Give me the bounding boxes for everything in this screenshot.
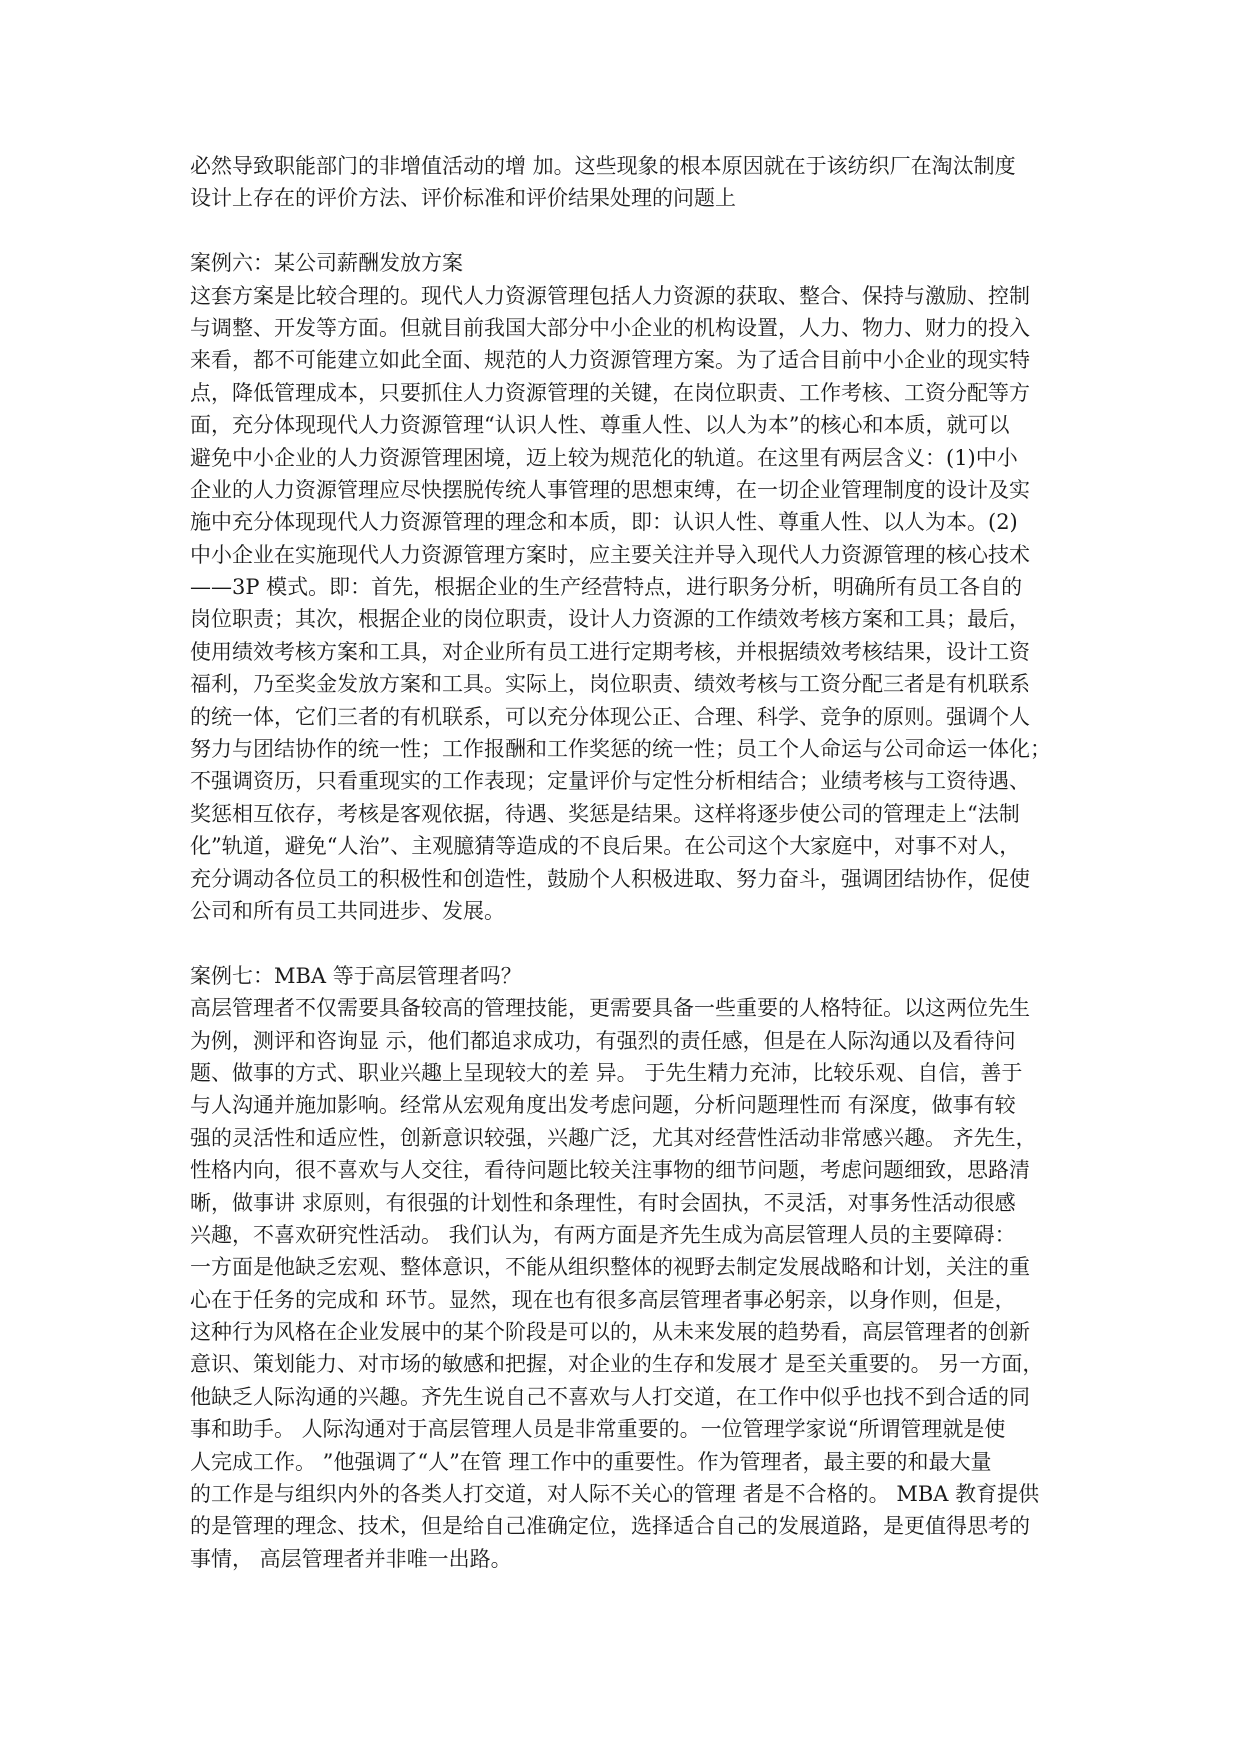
text-line: 强的灵活性和适应性，创新意识较强，兴趣广泛，尤其对经营性活动非常感兴趣。 齐先生， bbox=[190, 1125, 1037, 1150]
text-line: 不强调资历，只看重现实的工作表现；定量评价与定性分析相结合；业绩考核与工资待遇、 bbox=[190, 769, 1030, 794]
text-line: 福利，乃至奖金发放方案和工具。实际上，岗位职责、绩效考核与工资分配三者是有机联系 bbox=[190, 672, 1030, 697]
text-line: 点，降低管理成本，只要抓住人力资源管理的关键，在岗位职责、工作考核、工资分配等方 bbox=[190, 380, 1030, 405]
text-line: 使用绩效考核方案和工具，对企业所有员工进行定期考核，并根据绩效考核结果，设计工资 bbox=[190, 639, 1030, 664]
text-line: 设计上存在的评价方法、评价标准和评价结果处理的问题上 bbox=[190, 186, 736, 211]
text-line: 公司和所有员工共同进步、发展。 bbox=[190, 898, 505, 923]
text-line: 他缺乏人际沟通的兴趣。齐先生说自己不喜欢与人打交道，在工作中似乎也找不到合适的同 bbox=[190, 1384, 1030, 1409]
text-line: 努力与团结协作的统一性；工作报酬和工作奖惩的统一性；员工个人命运与公司命运一体化； bbox=[190, 737, 1051, 762]
text-line: 来看，都不可能建立如此全面、规范的人力资源管理方案。为了适合目前中小企业的现实特 bbox=[190, 348, 1030, 373]
text-line: 的统一体，它们三者的有机联系，可以充分体现公正、合理、科学、竞争的原则。强调个人 bbox=[190, 704, 1030, 729]
text-line: 为例，测评和咨询显 示，他们都追求成功，有强烈的责任感，但是在人际沟通以及看待问 bbox=[190, 1028, 1016, 1053]
text-line: 必然导致职能部门的非增值活动的增 加。这些现象的根本原因就在于该纺织厂在淘汰制度 bbox=[190, 154, 1016, 178]
text-line: 兴趣，不喜欢研究性活动。 我们认为，有两方面是齐先生成为高层管理人员的主要障碍： bbox=[190, 1222, 1016, 1247]
case6-section bbox=[190, 247, 1052, 927]
text-line: 面，充分体现现代人力资源管理“认识人性、尊重人性、以人为本”的核心和本质，就可以 bbox=[190, 413, 1010, 438]
text-line: 充分调动各位员工的积极性和创造性，鼓励个人积极进取、努力奋斗，强调团结协作，促使 bbox=[190, 866, 1030, 891]
intro-paragraph bbox=[190, 150, 1052, 215]
text-line: 晰，做事讲 求原则，有很强的计划性和条理性，有时会固执，不灵活，对事务性活动很感 bbox=[190, 1190, 1016, 1215]
text-line: 题、做事的方式、职业兴趣上呈现较大的差 异。 于先生精力充沛，比较乐观、自信，善于 bbox=[190, 1060, 1023, 1085]
case6-heading: 案例六：某公司薪酬发放方案 bbox=[190, 251, 463, 276]
text-line: 人完成工作。 ”他强调了“人”在管 理工作中的重要性。作为管理者，最主要的和最大量 bbox=[190, 1449, 992, 1474]
text-line: 中小企业在实施现代人力资源管理方案时，应主要关注并导入现代人力资源管理的核心技术 bbox=[190, 542, 1030, 567]
text-line: 一方面是他缺乏宏观、整体意识，不能从组织整体的视野去制定发展战略和计划，关注的重 bbox=[190, 1255, 1030, 1280]
text-line: 这套方案是比较合理的。现代人力资源管理包括人力资源的获取、整合、保持与激励、控制 bbox=[190, 283, 1030, 308]
text-line: 与调整、开发等方面。但就目前我国大部分中小企业的机构设置，人力、物力、财力的投入 bbox=[190, 315, 1030, 340]
case7-heading: 案例七：MBA 等于高层管理者吗？ bbox=[190, 963, 522, 988]
paragraph-gap bbox=[190, 927, 1052, 959]
text-line: 施中充分体现现代人力资源管理的理念和本质，即：认识人性、尊重人性、以人为本。(2) bbox=[190, 510, 1018, 535]
paragraph-gap bbox=[190, 215, 1052, 247]
text-line: 与人沟通并施加影响。经常从宏观角度出发考虑问题，分析问题理性而 有深度，做事有较 bbox=[190, 1093, 1016, 1118]
case7-section bbox=[190, 960, 1052, 1575]
text-line: 岗位职责；其次，根据企业的岗位职责，设计人力资源的工作绩效考核方案和工具；最后， bbox=[190, 607, 1030, 632]
text-line: 避免中小企业的人力资源管理困境，迈上较为规范化的轨道。在这里有两层含义：(1)中小 bbox=[190, 445, 1018, 470]
text-line: 企业的人力资源管理应尽快摆脱传统人事管理的思想束缚，在一切企业管理制度的设计及实 bbox=[190, 477, 1030, 502]
text-line: 事情， 高层管理者并非唯一出路。 bbox=[190, 1546, 512, 1571]
text-line: 事和助手。 人际沟通对于高层管理人员是非常重要的。一位管理学家说“所谓管理就是使 bbox=[190, 1417, 1006, 1442]
text-line: 这种行为风格在企业发展中的某个阶段是可以的，从未来发展的趋势看，高层管理者的创新 bbox=[190, 1320, 1030, 1345]
document-page bbox=[190, 150, 1052, 1575]
text-line: 的工作是与组织内外的各类人打交道，对人际不关心的管理 者是不合格的。 MBA 教育提供 bbox=[190, 1482, 1040, 1507]
text-line: 的是管理的理念、技术，但是给自己准确定位，选择适合自己的发展道路，是更值得思考的 bbox=[190, 1514, 1030, 1539]
text-line: 心在于任务的完成和 环节。显然，现在也有很多高层管理者事必躬亲，以身作则，但是， bbox=[190, 1287, 1016, 1312]
text-line: 奖惩相互依存，考核是客观依据，待遇、奖惩是结果。这样将逐步使公司的管理走上“法制 bbox=[190, 801, 1020, 826]
text-line: 性格内向，很不喜欢与人交往，看待问题比较关注事物的细节问题，考虑问题细致，思路清 bbox=[190, 1158, 1030, 1183]
text-line: ——3P 模式。即：首先，根据企业的生产经营特点，进行职务分析，明确所有员工各自的 bbox=[190, 575, 1023, 600]
text-line: 化”轨道，避免“人治”、主观臆猜等造成的不良后果。在公司这个大家庭中，对事不对人， bbox=[190, 834, 1021, 859]
text-line: 高层管理者不仅需要具备较高的管理技能，更需要具备一些重要的人格特征。以这两位先生 bbox=[190, 996, 1030, 1021]
text-line: 意识、策划能力、对市场的敏感和把握，对企业的生存和发展才 是至关重要的。 另一方面， bbox=[190, 1352, 1044, 1377]
